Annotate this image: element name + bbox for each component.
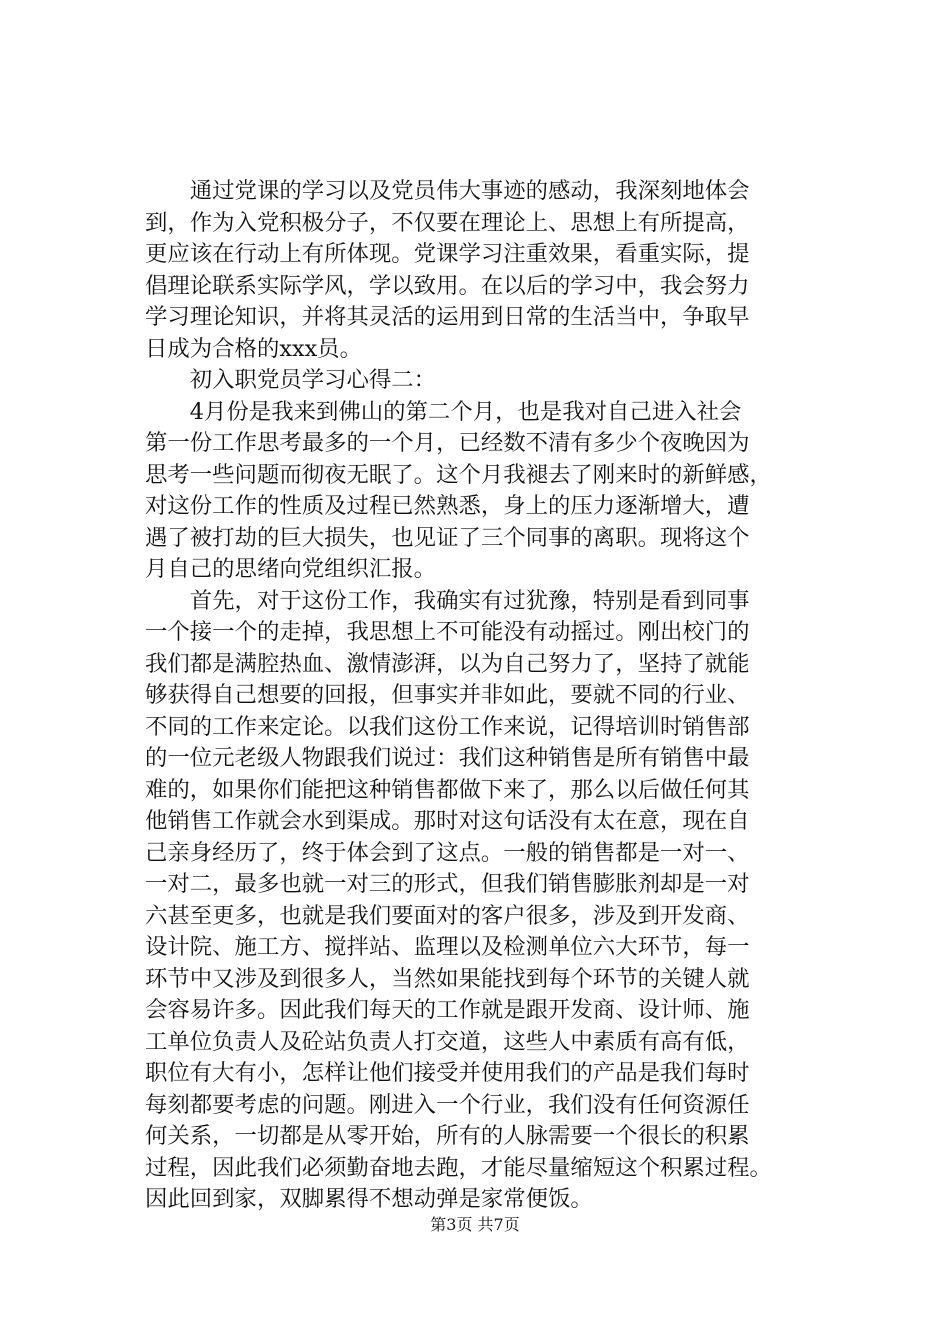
text-line: 他销售工作就会水到渠成。那时对这句话没有太在意，现在自 [145,808,750,834]
text-line: 够获得自己想要的回报，但事实并非如此，要就不同的行业、 [145,682,750,708]
text-line: 过程，因此我们必须勤奋地去跑，才能尽量缩短这个积累过程。 [145,1154,772,1181]
document-body [145,176,845,1216]
page-footer: 第3页 共7页 [430,1215,520,1234]
text-line: 4月份是我来到佛山的第二个月，也是我对自己进入社会 [145,398,742,425]
text-line: 倡理论联系实际学风，学以致用。在以后的学习中，我会努力 [145,272,750,299]
text-line: 对这份工作的性质及过程已然熟悉，身上的压力逐渐增大，遭 [145,493,750,519]
text-line: 职位有大有小，怎样让他们接受并使用我们的产品是我们每时 [145,1060,750,1086]
text-line: 己亲身经历了，终于体会到了这点。一般的销售都是一对一、 [145,839,750,866]
text-line: 设计院、施工方、搅拌站、监理以及检测单位六大环节，每一 [145,934,750,960]
text-line: 一个接一个的走掉，我思想上不可能没有动摇过。刚出校门的 [145,619,750,645]
text-line: 我们都是满腔热血、激情澎湃，以为自己努力了，坚持了就能 [145,650,750,677]
text-line: 到，作为入党积极分子，不仅要在理论上、思想上有所提高， [145,209,750,236]
text-line: 一对二，最多也就一对三的形式，但我们销售膨胀剂却是一对 [145,871,750,897]
text-line: 首先，对于这份工作，我确实有过犹豫，特别是看到同事 [145,587,750,614]
text-line: 更应该在行动上有所体现。党课学习注重效果，看重实际，提 [145,241,750,267]
text-line: 每刻都要考虑的问题。刚进入一个行业，我们没有任何资源任 [145,1091,750,1118]
text-line: 因此回到家，双脚累得不想动弹是家常便饭。 [145,1186,593,1212]
text-line: 六甚至更多，也就是我们要面对的客户很多，涉及到开发商、 [145,902,750,929]
text-line: 的一位元老级人物跟我们说过：我们这种销售是所有销售中最 [145,745,750,771]
text-line: 工单位负责人及砼站负责人打交道，这些人中素质有高有低， [145,1028,750,1055]
text-line: 日成为合格的xxx员。 [145,335,363,362]
text-line: 不同的工作来定论。以我们这份工作来说，记得培训时销售部 [145,713,750,740]
text-line: 难的，如果你们能把这种销售都做下来了，那么以后做任何其 [145,776,750,803]
text-line: 会容易许多。因此我们每天的工作就是跟开发商、设计师、施 [145,997,750,1023]
text-line: 环节中又涉及到很多人，当然如果能找到每个环节的关键人就 [145,965,750,992]
text-line: 第一份工作思考最多的一个月，已经数不清有多少个夜晚因为 [145,430,750,456]
text-line: 初入职党员学习心得二： [145,367,437,393]
text-line: 学习理论知识，并将其灵活的运用到日常的生活当中，争取早 [145,304,750,330]
text-line: 月自己的思绪向党组织汇报。 [145,556,437,582]
text-line: 通过党课的学习以及党员伟大事迹的感动，我深刻地体会 [145,178,750,204]
text-line: 遇了被打劫的巨大损失，也见证了三个同事的离职。现将这个 [145,524,750,551]
text-line: 思考一些问题而彻夜无眠了。这个月我褪去了刚来时的新鲜感， [145,461,772,488]
text-line: 何关系，一切都是从零开始，所有的人脉需要一个很长的积累 [145,1123,750,1149]
